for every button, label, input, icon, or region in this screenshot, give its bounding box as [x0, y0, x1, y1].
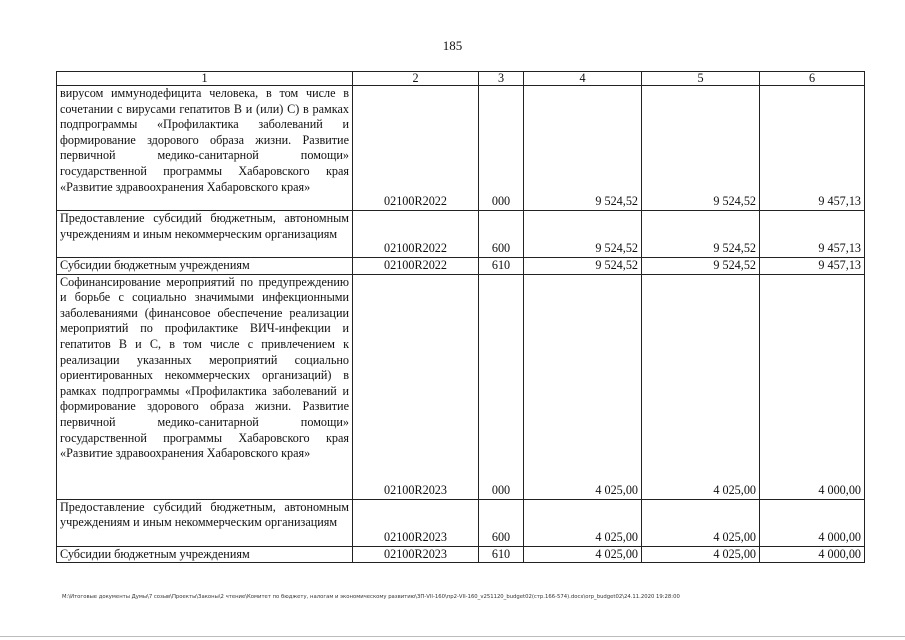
column-header-4: 4: [524, 72, 642, 86]
page-number: 185: [442, 38, 463, 53]
row-value-5: 9 524,52: [642, 258, 760, 275]
page-edge-divider: [0, 636, 905, 637]
row-name: Субсидии бюджетным учреждениям: [57, 546, 353, 563]
row-value-5: 4 025,00: [642, 274, 760, 499]
row-code: 02100R2022: [353, 86, 479, 211]
table-row: [57, 546, 865, 563]
file-path-footer: M:\Итоговые документы Думы\7 созыв\Проекты\Законы\2 чтение\Комитет по бюджету, налогам и экономическому развитию\ЗП-VII-160\пр2-VII-160_v251120_budget02(стр.166-574).docx\orp_budget02\24.11.2020 19:28:00: [62, 594, 680, 600]
row-value-4: 9 524,52: [524, 211, 642, 258]
row-value-5: 4 025,00: [642, 546, 760, 563]
column-header-5: 5: [642, 72, 760, 86]
row-expense-type: 610: [479, 546, 524, 563]
row-value-6: 9 457,13: [760, 86, 865, 211]
row-expense-type: 600: [479, 499, 524, 546]
row-name: Софинансирование мероприятий по предупреждению и борьбе с социально значимыми инфекционными заболеваниями (финансовое обеспечение реализации мероприятий по профилактике ВИЧ-инфекции и гепатитов В и С, в том числе с привлечением к реализации указанных мероприятий социально ориентированных некоммерческих организаций) в рамках подпрограммы «Профилактика заболеваний и формирование здорового образа жизни. Развитие первичной медико-санитарной помощи» государственной программы Хабаровского края «Развитие здравоохранения Хабаровского края»: [57, 274, 353, 499]
table-header-row: [57, 72, 865, 86]
column-header-6: 6: [760, 72, 865, 86]
row-value-4: 4 025,00: [524, 499, 642, 546]
row-code: 02100R2023: [353, 546, 479, 563]
row-value-6: 9 457,13: [760, 258, 865, 275]
table-row: [57, 499, 865, 546]
table-row: [57, 86, 865, 211]
row-name: Предоставление субсидий бюджетным, автономным учреждениям и иным некоммерческим организациям: [57, 499, 353, 546]
column-header-1: 1: [57, 72, 353, 86]
row-value-4: 9 524,52: [524, 86, 642, 211]
row-code: 02100R2023: [353, 274, 479, 499]
row-name: вирусом иммунодефицита человека, в том числе в сочетании с вирусами гепатитов В и (или) С) в рамках подпрограммы «Профилактика заболеваний и формирование здорового образа жизни. Развитие первичной медико-санитарной помощи» государственной программы Хабаровского края «Развитие здравоохранения Хабаровского края»: [57, 86, 353, 211]
table-row: [57, 274, 865, 499]
column-header-3: 3: [479, 72, 524, 86]
row-name: Субсидии бюджетным учреждениям: [57, 258, 353, 275]
row-value-6: 4 000,00: [760, 546, 865, 563]
row-expense-type: 000: [479, 274, 524, 499]
row-value-6: 4 000,00: [760, 274, 865, 499]
table-row: [57, 258, 865, 275]
row-value-5: 9 524,52: [642, 86, 760, 211]
row-value-4: 4 025,00: [524, 274, 642, 499]
column-header-2: 2: [353, 72, 479, 86]
row-code: 02100R2022: [353, 211, 479, 258]
row-value-4: 4 025,00: [524, 546, 642, 563]
row-expense-type: 600: [479, 211, 524, 258]
row-expense-type: 000: [479, 86, 524, 211]
row-code: 02100R2022: [353, 258, 479, 275]
row-value-6: 4 000,00: [760, 499, 865, 546]
row-value-6: 9 457,13: [760, 211, 865, 258]
row-name: Предоставление субсидий бюджетным, автономным учреждениям и иным некоммерческим организациям: [57, 211, 353, 258]
row-value-5: 4 025,00: [642, 499, 760, 546]
row-code: 02100R2023: [353, 499, 479, 546]
row-expense-type: 610: [479, 258, 524, 275]
table-row: [57, 211, 865, 258]
budget-table: [56, 71, 865, 563]
row-value-4: 9 524,52: [524, 258, 642, 275]
row-value-5: 9 524,52: [642, 211, 760, 258]
